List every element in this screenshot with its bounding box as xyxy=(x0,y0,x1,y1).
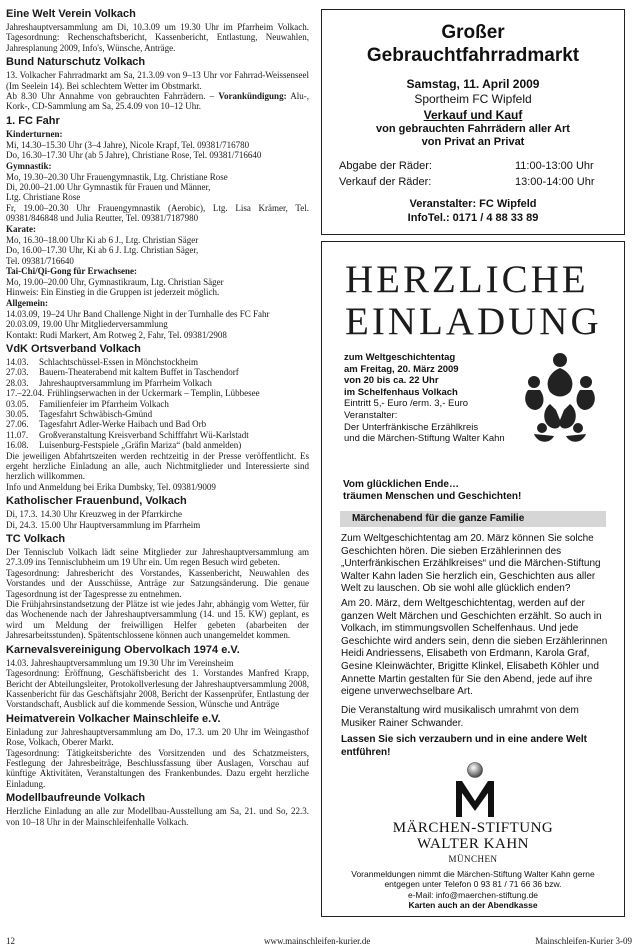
event-title: Luisenburg-Festspiele „Gräfin Mariza“ (bald anmelden) xyxy=(39,440,242,451)
ad-organizer: Veranstalter: FC Wipfeld xyxy=(409,198,537,210)
foundation-city: MÜNCHEN xyxy=(448,854,498,864)
registration-line: entgegen unter Telefon 0 93 81 / 71 66 36 bzw. xyxy=(384,879,562,890)
event-line: von 20 bis ca. 22 Uhr xyxy=(344,375,439,387)
event-title: Tagesfahrt Adler-Werke Haibach und Bad Orb xyxy=(39,419,207,430)
invitation-teaser xyxy=(343,479,608,503)
subheading: Gymnastik: xyxy=(6,160,52,171)
invitation-paragraph: Am 20. März, dem Weltgeschichtentag, werden auf der ganzen Welt Märchen und Geschichten erzählt. So auch in Volkach, im stimmungsvollen Schelfenhaus. Und jede Geschichte wird anders sein, denn die sieben Erzählerinnen Heidi Andriessens, Elisabeth von Erdmann, Karola Graf, Gesine Kleinwächter, Brigitte Klinkel, Elisabeth Köhler und Annette Martin gestalten für Sie den Abend, jede auf ihre eigene unverwechselbare Art. xyxy=(341,598,608,698)
schedule-line: 20.03.09, 19.00 Uhr Mitgliederversammlung xyxy=(6,319,168,330)
event-date: 30.05. xyxy=(6,408,29,419)
invitation-heading: EINLADUNG xyxy=(345,300,602,343)
schedule-line: 14.03.09, 19–24 Uhr Band Challenge Night in der Turnhalle des FC Fahr xyxy=(6,308,270,319)
ad-date: Samstag, 11. April 2009 xyxy=(406,77,540,91)
teaser-line: Vom glücklichen Ende… xyxy=(343,479,459,490)
schedule-line: Mi, 14.30–15.30 Uhr (3–4 Jahre), Nicole Krapf, Tel. 09381/716780 xyxy=(6,139,250,150)
event-date: 17.–22.04. xyxy=(6,388,45,399)
time-row xyxy=(339,158,607,174)
section-title: Eine Welt Verein Volkach xyxy=(6,8,136,20)
event-list xyxy=(6,357,309,451)
section-text: Einladung zur Jahreshauptversammlung am Do, 17.3. um 20 Uhr im Weingasthof Rose, Volkach, Oberer Markt. xyxy=(6,726,309,748)
time-label: Abgabe der Räder: xyxy=(339,160,432,172)
family-evening-banner: Märchenabend für die ganze Familie xyxy=(340,511,606,527)
list-item xyxy=(6,357,309,367)
schedule-line: Mo, 16.30–18.00 Uhr Ki ab 6 J., Ltg. Christian Säger xyxy=(6,234,199,245)
section-tc-volkach xyxy=(6,533,309,641)
event-title: Tagesfahrt Schwäbisch-Gmünd xyxy=(39,408,153,419)
schedule-line: Kontakt: Rudi Markert, Am Rotweg 2, Fahr, Tel. 09381/2908 xyxy=(6,329,227,340)
ad-phone: InfoTel.: 0171 / 4 88 33 89 xyxy=(407,212,539,224)
event-date: Di, 24.3. xyxy=(6,519,38,530)
text-part: Alu-, Kork-, CD-Sammlung am Sa, 25.4.09 von 10–12 Uhr. xyxy=(6,91,309,112)
storytellers-figures-icon xyxy=(520,348,600,446)
section-text: Die jeweiligen Abfahrtszeiten werden rechtzeitig in der Presse veröffentlicht. Es ergeht herzliche Einladung an alle, auch Nichtmitglieder und Interessierte sind herzlich willkommen. xyxy=(6,450,309,482)
subheading: Allgemein: xyxy=(6,297,48,308)
event-date: 03.05. xyxy=(6,398,29,409)
event-title: Bauern-Theaterabend mit kaltem Buffet in Taschendorf xyxy=(39,367,239,378)
section-text: 14.03. Jahreshauptversammlung um 19.30 Uhr im Vereinsheim xyxy=(6,657,234,668)
section-text: Der Tennisclub Volkach lädt seine Mitglieder zur Jahreshauptversammlung am 27.3.09 ins Tennisclubheim um 19 Uhr ein. Um regen Besuch wird gebeten. xyxy=(6,547,309,568)
subheading: Karate: xyxy=(6,223,36,234)
event-date: Di, 17.3. xyxy=(6,509,38,520)
list-item xyxy=(6,430,309,440)
text-bold: Vorankündigung: xyxy=(218,91,287,102)
section-text: Tagesordnung: Eröffnung, Geschäftsbericht des 1. Vorstandes Manfred Krapp, Bericht der Abteilungsleiter, Protokollverlesung der Jahreshauptversammlung 2008, Kassenbericht für das Geschäftsjahr 2008, Bericht der Kassenprüfer, Entlastung der Vorstandschaft, Ausblick auf die kommende Session, Wünsche und Anträge xyxy=(6,668,309,710)
section-text: Herzliche Einladung an alle zur Modellbau-Ausstellung am Sa, 21. und So, 22.3. von 10–18 Uhr in der Mainschleifenhalle Volkach. xyxy=(6,806,309,827)
event-title: Großveranstaltung Kreisverband Schifffahrt Wü-Karlstadt xyxy=(39,429,249,440)
event-line: zum Weltgeschichtentag xyxy=(344,352,456,363)
club-news-column xyxy=(6,8,309,920)
section-frauenbund xyxy=(6,495,309,530)
section-text: Tagesordnung: Tätigkeitsberichte des Vorsitzenden und des Schatzmeisters, Festlegung der Jahresbeiträge, Beschlussfassung über Auslagen, Vorschau auf künftige Aktivitäten, Veranstaltungen des Frankenbundes. Dazu ergeht herzliche Einladung. xyxy=(6,747,309,789)
bike-market-ad xyxy=(321,9,625,235)
schedule-line: Ltg. Christiane Rose xyxy=(6,192,81,203)
list-item xyxy=(6,367,309,377)
section-title: Karnevalsvereinigung Obervolkach 1974 e.V. xyxy=(6,643,240,656)
list-item xyxy=(6,419,309,429)
event-line: Der Unterfränkische Erzählkreis xyxy=(344,421,479,433)
schedule-line: Hinweis: Ein Einstieg in die Gruppen ist jederzeit möglich. xyxy=(6,287,220,298)
event-date: 11.07. xyxy=(6,429,29,440)
list-item xyxy=(6,440,309,450)
registration-email: e-Mail: info@maerchen-stiftung.de xyxy=(407,889,539,900)
event-title: Frühlingserwachen in der Uckermark – Templin, Lübbesee xyxy=(47,388,260,399)
section-text: Tagesordnung: Jahresbericht des Vorstandes, Kassenbericht, Neuwahlen des Vorstandes und der Ausschüsse, Anträge zur Satzungsänderung. Die genaue Tagesordnung ist der Tagespresse zu entnehmen. xyxy=(6,567,309,599)
schedule-line: Do, 16.00–17.30 Uhr, Ki ab 6 J. Ltg. Christian Säger, xyxy=(6,245,199,256)
page-footer xyxy=(6,935,632,947)
invitation-closing: Lassen Sie sich verzaubern und in eine andere Welt entführen! xyxy=(341,734,588,758)
section-title: TC Volkach xyxy=(6,533,66,546)
list-item xyxy=(6,520,309,530)
website-url: www.mainschleifen-kurier.de xyxy=(264,936,371,946)
event-title: Schlachtschüssel-Essen in Mönchstockheim xyxy=(39,356,198,367)
ad-place: Sportheim FC Wipfeld xyxy=(414,92,532,106)
time-value: 11:00-13:00 Uhr xyxy=(515,160,594,172)
teaser-line: träumen Menschen und Geschichten! xyxy=(343,491,522,502)
schedule-line: Fr, 19.00–20.30 Uhr Frauengymnastik (Aerobic), Ltg. Lisa Krämer, Tel. 09381/846848 und Julia Reutter, Tel. 09381/7187980 xyxy=(6,202,309,224)
event-details xyxy=(344,352,514,445)
section-text: Jahreshauptversammlung am Di, 10.3.09 um 19.30 Uhr im Pfarrheim Volkach. Tagesordnung: Rechenschaftsbericht, Kassenbericht, Entlastung, Neuwahlen, Jahresplanung 2009, Info's, Wünsche, Anträge. xyxy=(6,22,309,53)
event-title: 15.00 Uhr Hauptversammlung im Pfarrheim xyxy=(40,519,201,530)
event-date: 27.06. xyxy=(6,419,29,430)
invitation-ad xyxy=(321,241,625,917)
event-date: 16.08. xyxy=(6,440,29,451)
event-line: Veranstalter: xyxy=(344,409,398,421)
ad-title: Gebrauchtfahrradmarkt xyxy=(366,45,580,66)
event-date: 27.03. xyxy=(6,367,29,378)
event-list xyxy=(6,509,309,530)
time-label: Verkauf der Räder: xyxy=(339,176,432,188)
event-title: Familienfeier im Pfarrheim Volkach xyxy=(39,398,169,409)
subheading: Tai-Chi/Qi-Gong für Erwachsene: xyxy=(6,265,138,276)
schedule-line: Mo, 19.00–20.00 Uhr, Gymnastikraum, Ltg. Christian Säger xyxy=(6,276,224,287)
event-line: am Freitag, 20. März 2009 xyxy=(344,363,459,375)
section-title: VdK Ortsverband Volkach xyxy=(6,342,141,355)
list-item xyxy=(6,399,309,409)
section-fc-fahr xyxy=(6,115,309,340)
section-title: Katholischer Frauenbund, Volkach xyxy=(6,495,187,508)
section-title: Modellbaufreunde Volkach xyxy=(6,792,146,805)
subheading: Kinderturnen: xyxy=(6,128,63,139)
time-row xyxy=(339,174,607,190)
time-value: 13:00-14:00 Uhr xyxy=(515,176,595,188)
event-date: 14.03. xyxy=(6,356,29,367)
schedule-line: Do, 16.30–17.30 Uhr (ab 5 Jahre), Christiane Rose, Tel. 09381/716640 xyxy=(6,150,262,161)
schedule-line: Mo, 19.30–20.30 Uhr Frauengymnastik, Ltg. Christiane Rose xyxy=(6,171,228,182)
registration-info xyxy=(322,869,624,911)
schedule-line: Di, 20.00–21.00 Uhr Gymnastik für Frauen und Männer, xyxy=(6,182,211,193)
list-item xyxy=(6,378,309,388)
section-title: Bund Naturschutz Volkach xyxy=(6,56,146,69)
page-number: 12 xyxy=(6,936,15,946)
registration-line: Karten auch an der Abendkasse xyxy=(408,900,538,911)
section-heimatverein xyxy=(6,713,309,789)
event-title: 14.30 Uhr Kreuzweg in der Pfarrkirche xyxy=(40,509,182,520)
section-text: Info und Anmeldung bei Erika Dumbsky, Tel. 09381/9009 xyxy=(6,481,216,492)
schedule-line: Tel. 09381/716640 xyxy=(6,255,74,266)
section-modellbau xyxy=(6,792,309,827)
ad-description: von Privat an Privat xyxy=(421,136,525,148)
event-line: und die Märchen-Stiftung Walter Kahn xyxy=(344,433,505,445)
section-text xyxy=(6,91,309,112)
list-item xyxy=(6,409,309,419)
list-item xyxy=(6,509,309,519)
invitation-paragraph: Zum Weltgeschichtentag am 20. März können Sie solche Geschichten hören. Die sieben Erzählerinnen des „Unterfränkischen Erzählkreises“ und die Märchen-Stiftung Walter Kahn laden Sie herzlich ein, Geschichten aus aller Welt zu lauschen. Ob sie wohl alle glücklich enden? xyxy=(341,533,601,595)
list-item xyxy=(6,388,309,398)
section-karneval xyxy=(6,644,309,710)
section-title: Heimatverein Volkacher Mainschleife e.V. xyxy=(6,712,221,725)
invitation-paragraph: Die Veranstaltung wird musikalisch umrahmt von dem Musiker Rainer Schwander. xyxy=(341,705,579,729)
section-bund-naturschutz xyxy=(6,56,309,112)
invitation-heading: HERZLICHE xyxy=(345,258,589,301)
maerchen-stiftung-logo-icon xyxy=(448,761,502,819)
ad-description: von gebrauchten Fahrrädern aller Art xyxy=(376,123,570,135)
foundation-name: WALTER KAHN xyxy=(416,836,530,852)
issue-label: Mainschleifen-Kurier 3-09 xyxy=(535,936,632,946)
section-text: Die Frühjahrsinstandsetzung der Plätze ist wie jedes Jahr, abhängig vom Wetter, für das Wochenende nach der Jahreshauptversammlung (14. und 15. KW) geplant, es wird um Meldung der freiwilligen Helfer gebeten (abarbeiten der Jahresarbeitsstunden). Spätentschlossene können auch unangemeldet kommen. xyxy=(6,599,309,641)
section-eine-welt xyxy=(6,8,309,53)
section-vdk xyxy=(6,343,309,492)
section-title: 1. FC Fahr xyxy=(6,114,60,127)
ad-subtitle: Verkauf und Kauf xyxy=(423,108,523,122)
text-part: Ab 8.30 Uhr Annahme von gebrauchten Fahrrädern. – xyxy=(6,91,219,102)
event-line: im Schelfenhaus Volkach xyxy=(344,386,458,398)
event-title: Jahreshauptversammlung im Pfarrheim Volkach xyxy=(39,377,212,388)
ad-times xyxy=(339,158,607,190)
section-text: 13. Volkacher Fahrradmarkt am Sa, 21.3.09 von 9–13 Uhr vor Fahrrad-Weissenseel (Im Seelein 14). Bei schlechtem Wetter im Obstmarkt. xyxy=(6,70,309,91)
registration-line: Voranmeldungen nimmt die Märchen-Stiftung Walter Kahn gerne xyxy=(351,869,595,879)
ad-title: Großer xyxy=(441,22,505,43)
event-date: 28.03. xyxy=(6,377,29,388)
foundation-name: MÄRCHEN-STIFTUNG xyxy=(392,820,554,836)
event-line: Eintritt 5,- Euro /erm. 3,- Euro xyxy=(344,398,469,410)
